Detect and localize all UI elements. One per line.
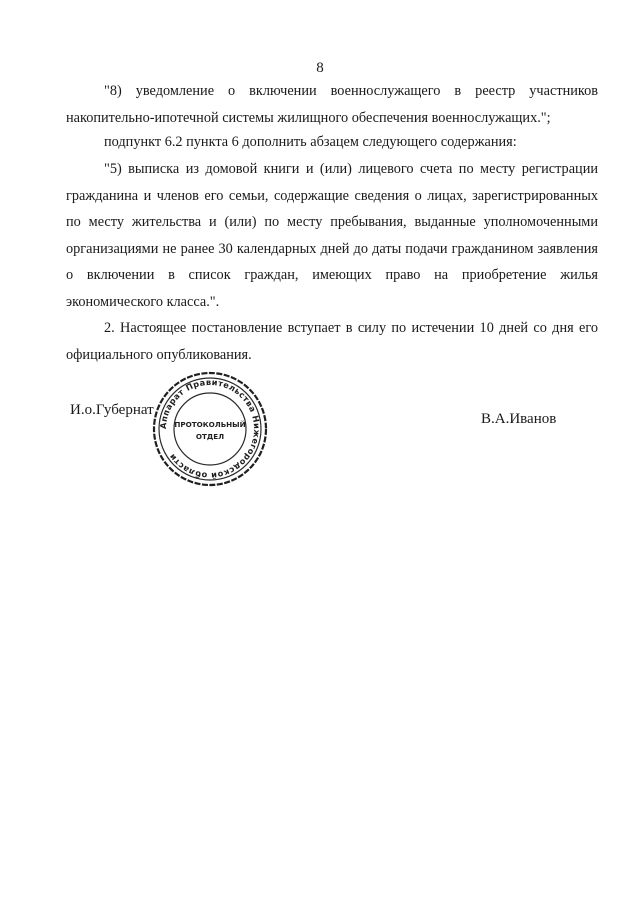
seal-inner-ring <box>174 393 246 465</box>
paragraph-text: подпункт 6.2 пункта 6 дополнить абзацем следующего содержания: <box>104 134 517 150</box>
signature-block <box>0 402 640 502</box>
page-number: 8 <box>316 60 324 76</box>
paragraph-effective-date <box>66 315 598 368</box>
paragraph-item-8 <box>66 78 598 131</box>
seal-outer-ring <box>154 373 266 485</box>
seal-ring-text: Аппарат Правительства Нижегородской области <box>157 376 263 482</box>
paragraph-text: 2. Настоящее постановление вступает в силу по истечении 10 дней со дня его официального опубликования. <box>66 320 598 363</box>
official-seal-stamp <box>151 370 269 488</box>
paragraph-text: "8) уведомление о включении военнослужащего в реестр участников накопительно-ипотечной системы жилищного обеспечения военнослужащих."; <box>66 83 598 126</box>
paragraph-text: "5) выписка из домовой книги и (или) лицевого счета по месту регистрации гражданина и членов его семьи, содержащие сведения о лицах, зарегистрированных по месту жительства и (или) по месту пребывания, выданные уполномоченными организациями не ранее 30 календарных дней до даты подачи гражданином заявления о включении в список граждан, имеющих право на приобретение жилья экономического класса.". <box>66 161 598 310</box>
signatory-name: В.А.Иванов <box>481 411 557 427</box>
seal-center-line1: ПРОТОКОЛЬНЫЙ <box>174 420 246 429</box>
paragraph-item-5 <box>66 156 598 315</box>
signatory-position: И.о.Губернат <box>70 402 154 418</box>
paragraph-subclause-intro <box>66 129 598 156</box>
seal-center-line2: ОТДЕЛ <box>195 432 225 441</box>
